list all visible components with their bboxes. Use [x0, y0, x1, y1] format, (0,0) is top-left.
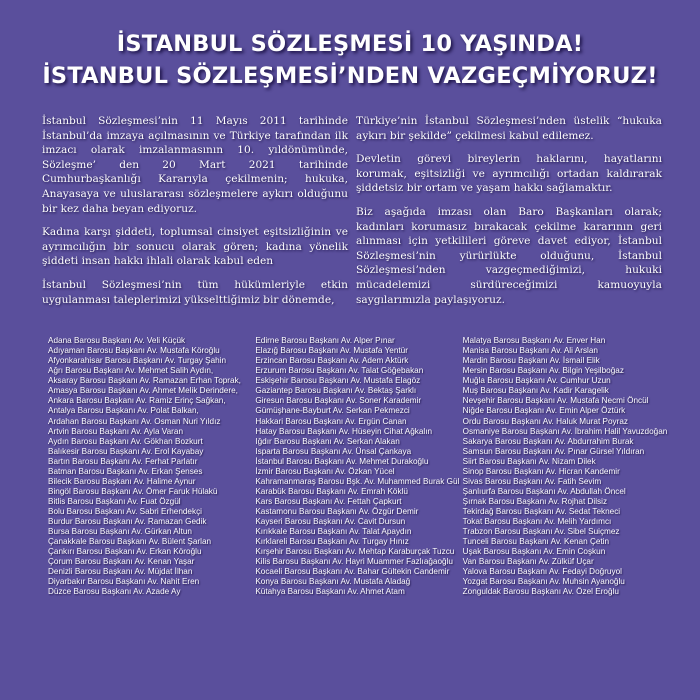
signatory-line: Samsun Barosu Başkanı Av. Pınar Gürsel Yıldıran	[462, 446, 645, 456]
statement-body	[42, 114, 662, 316]
signatory-line: Nevşehir Barosu Başkanı Av. Mustafa Necmi Öncül	[462, 396, 649, 406]
signatory-line: Yozgat Barosu Başkanı Av. Muhsin Ayanoğlu	[462, 577, 625, 587]
statement-right-column	[356, 114, 662, 316]
signatory-line: Çankırı Barosu Başkanı Av. Erkan Köroğlu	[48, 547, 202, 557]
signatory-line: Aydın Barosu Başkanı Av. Gökhan Bozkurt	[48, 436, 203, 446]
signatory-line: Sivas Barosu Başkanı Av. Fatih Sevim	[462, 476, 602, 486]
signatory-line: Niğde Barosu Başkanı Av. Emin Alper Öztürk	[462, 406, 626, 416]
signatory-line: Kayseri Barosu Başkanı Av. Cavit Dursun	[255, 516, 406, 526]
signatory-line: Sakarya Barosu Başkanı Av. Abdurrahim Burak	[462, 436, 634, 446]
signatory-line: Bolu Barosu Başkanı Av. Sabri Erhendekçi	[48, 506, 202, 516]
signatory-line: Çanakkale Barosu Başkanı Av. Bülent Şarlan	[48, 537, 212, 547]
signatory-line: Osmaniye Barosu Başkanı Av. İbrahim Halil Yavuzdoğan	[462, 426, 668, 436]
statement-paragraph: Devletin görevi bireylerin haklarını, hayatlarını korumak, eşitsizliği ve ayrımcılığı ortadan kaldırarak şiddetsiz bir ortam ve yaşam hakkı sağlamaktır.	[356, 153, 662, 195]
signatory-line: Bitlis Barosu Başkanı Av. Fuat Özgül	[48, 496, 181, 506]
signatory-line: Bursa Barosu Başkanı Av. Gürkan Altun	[48, 527, 192, 537]
signatory-line: Tunceli Barosu Başkanı Av. Kenan Çetin	[462, 537, 610, 547]
signatory-line: Elazığ Barosu Başkanı Av. Mustafa Yentür	[255, 346, 408, 356]
signatory-line: Afyonkarahisar Barosu Başkanı Av. Turgay Şahin	[48, 356, 227, 366]
signatory-line: Batman Barosu Başkanı Av. Erkan Şenses	[48, 466, 203, 476]
signatory-line: Burdur Barosu Başkanı Av. Ramazan Gedik	[48, 516, 207, 526]
signatory-line: Ağrı Barosu Başkanı Av. Mehmet Salih Aydın,	[48, 366, 214, 376]
signatory-line: İstanbul Barosu Başkanı Av. Mehmet Durakoğlu	[255, 456, 429, 466]
statement-paragraph: Biz aşağıda imzası olan Baro Başkanları olarak; kadınları korumasız bırakacak çekilme kararının geri alınması için yetkilileri göreve davet ediyor, İstanbul Sözleşmesi’nin yürürlükte olduğunu, İstanbul Sözleşmesi’nden vazgeçmediğimizi, hukuki mücadelemizi sürdüreceğimizi kamuoyuyla saygılarımızla paylaşıyoruz.	[356, 205, 662, 306]
signatory-line: Kırıkkale Barosu Başkanı Av. Talat Apaydın	[255, 527, 412, 537]
signatory-line: Kocaeli Barosu Başkanı Av. Bahar Gültekin Candemir	[255, 567, 450, 577]
signatory-line: Trabzon Barosu Başkanı Av. Sibel Suiçmez	[462, 527, 620, 537]
signatory-line: Ankara Barosu Başkanı Av. Ramiz Erinç Sağkan,	[48, 396, 226, 406]
signatories-column-1	[48, 336, 255, 597]
signatory-line: Tokat Barosu Başkanı Av. Melih Yardımcı	[462, 516, 612, 526]
signatory-line: Zonguldak Barosu Başkanı Av. Özel Eroğlu	[462, 587, 619, 597]
signatory-line: Malatya Barosu Başkanı Av. Enver Han	[462, 336, 606, 346]
signatory-line: Çorum Barosu Başkanı Av. Kenan Yaşar	[48, 557, 195, 567]
signatory-line: Düzce Barosu Başkanı Av. Azade Ay	[48, 587, 181, 597]
signatory-line: Tekirdağ Barosu Başkanı Av. Sedat Tekneci	[462, 506, 621, 516]
signatory-line: Kilis Barosu Başkanı Av. Hayri Muammer Fazlıağaoğlu	[255, 557, 453, 567]
signatory-line: Amasya Barosu Başkanı Av. Ahmet Melik Derindere,	[48, 386, 238, 396]
signatory-line: Şırnak Barosu Başkanı Av. Rojhat Dilsiz	[462, 496, 608, 506]
signatory-line: Manisa Barosu Başkanı Av. Ali Arslan	[462, 346, 598, 356]
signatory-line: Bingöl Barosu Başkanı Av. Ömer Faruk Hülakü	[48, 486, 218, 496]
signatory-line: Erzincan Barosu Başkanı Av. Adem Aktürk	[255, 356, 409, 366]
signatory-line: Mersin Barosu Başkanı Av. Bilgin Yeşilboğaz	[462, 366, 624, 376]
signatory-line: Muş Barosu Başkanı Av. Kadir Karagelik	[462, 386, 609, 396]
signatory-line: Uşak Barosu Başkanı Av. Emin Coşkun	[462, 547, 606, 557]
signatory-line: Denizli Barosu Başkanı Av. Müjdat İlhan	[48, 567, 193, 577]
title-line-1: İSTANBUL SÖZLEŞMESİ 10 YAŞINDA!	[116, 31, 584, 57]
signatory-line: Muğla Barosu Başkanı Av. Cumhur Uzun	[462, 376, 611, 386]
statement-paragraph: Kadına karşı şiddeti, toplumsal cinsiyet eşitsizliğinin ve ayrımcılığın bir sonucu olarak gören; kadına yönelik şiddeti insan hakkı ihlali olarak kabul eden	[42, 226, 348, 268]
signatory-line: Erzurum Barosu Başkanı Av. Talat Göğebakan	[255, 366, 424, 376]
signatory-line: Van Barosu Başkanı Av. Zülküf Uçar	[462, 557, 594, 567]
signatory-line: Ardahan Barosu Başkanı Av. Osman Nuri Yıldız	[48, 416, 221, 426]
signatory-line: Edirne Barosu Başkanı Av. Alper Pınar	[255, 336, 395, 346]
title-line-2: İSTANBUL SÖZLEŞMESİ’NDEN VAZGEÇMİYORUZ!	[42, 63, 658, 89]
signatory-line: Adıyaman Barosu Başkanı Av. Mustafa Köroğlu	[48, 346, 220, 356]
signatory-line: Kütahya Barosu Başkanı Av. Ahmet Atam	[255, 587, 405, 597]
signatory-line: Kırklareli Barosu Başkanı Av. Turgay Hınız	[255, 537, 409, 547]
signatory-line: Mardin Barosu Başkanı Av. İsmail Elik	[462, 356, 600, 366]
signatory-line: Aksaray Barosu Başkanı Av. Ramazan Erhan Toprak,	[48, 376, 241, 386]
signatory-line: Gaziantep Barosu Başkanı Av. Bektaş Şarklı	[255, 386, 417, 396]
signatory-line: Karabük Barosu Başkanı Av. Emrah Köklü	[255, 486, 408, 496]
signatory-line: Bartın Barosu Başkanı Av. Ferhat Parlatır	[48, 456, 198, 466]
signatory-line: Giresun Barosu Başkanı Av. Soner Karademir	[255, 396, 422, 406]
signatory-line: Diyarbakır Barosu Başkanı Av. Nahit Eren	[48, 577, 200, 587]
signatory-line: Yalova Barosu Başkanı Av. Fedayi Doğruyol	[462, 567, 622, 577]
signatory-line: İzmir Barosu Başkanı Av. Özkan Yücel	[255, 466, 395, 476]
statement-left-column	[42, 114, 348, 316]
statement-paragraph: İstanbul Sözleşmesi’nin 11 Mayıs 2011 tarihinde İstanbul’da imzaya açılmasının ve Türkiye tarafından ilk imzacı olarak imzalanmasının 10. yıldönümünde, Sözleşme’ den 20 Mart 2021 tarihinde Cumhurbaşkanlığı Kararıyla çekilmenin; hukuka, Anayasaya ve uluslararası sözleşmelere aykırı olduğunu bir kez daha beyan ediyoruz.	[42, 115, 348, 215]
signatory-line: Kahramanmaraş Barosu Bşk. Av. Muhammed Burak Gül	[255, 476, 460, 486]
signatory-line: Ordu Barosu Başkanı Av. Haluk Murat Poyraz	[462, 416, 628, 426]
signatory-line: Kastamonu Barosu Başkanı Av. Özgür Demir	[255, 506, 419, 516]
signatory-line: Isparta Barosu Başkanı Av. Ünsal Çankaya	[255, 446, 412, 456]
signatory-line: Eskişehir Barosu Başkanı Av. Mustafa Elagöz	[255, 376, 421, 386]
signatory-line: Adana Barosu Başkanı Av. Veli Küçük	[48, 336, 186, 346]
signatory-line: Gümüşhane-Bayburt Av. Serkan Pekmezci	[255, 406, 410, 416]
signatory-line: Antalya Barosu Başkanı Av. Polat Balkan,	[48, 406, 199, 416]
signatory-line: Kırşehir Barosu Başkanı Av. Mehtap Karaburçak Tuzcu	[255, 547, 455, 557]
signatory-line: Hatay Barosu Başkanı Av. Hüseyin Cihat Ağkalın	[255, 426, 433, 436]
signatory-line: Siirt Barosu Başkanı Av. Nizam Dilek	[462, 456, 596, 466]
statement-paragraph: Türkiye’nin İstanbul Sözleşmesi’nden üstelik “hukuka aykırı bir şekilde” çekilmesi kabul edilemez.	[356, 115, 662, 142]
signatory-line: Iğdır Barosu Başkanı Av. Serkan Alakan	[255, 436, 400, 446]
signatories-column-3	[463, 336, 670, 597]
page-title	[30, 28, 670, 92]
signatory-line: Şanlıurfa Barosu Başkanı Av. Abdullah Öncel	[462, 486, 626, 496]
signatories-column-2	[255, 336, 462, 597]
signatory-line: Artvin Barosu Başkanı Av. Ayla Varan	[48, 426, 184, 436]
signatory-line: Sinop Barosu Başkanı Av. Hicran Kandemir	[462, 466, 620, 476]
signatory-line: Konya Barosu Başkanı Av. Mustafa Aladağ	[255, 577, 411, 587]
statement-paragraph: İstanbul Sözleşmesi’nin tüm hükümleriyle etkin uygulanması taleplerimizi yükselttiğimiz bir dönemde,	[42, 278, 348, 306]
signatories-list	[48, 336, 670, 597]
signatory-line: Bilecik Barosu Başkanı Av. Halime Aynur	[48, 476, 196, 486]
signatory-line: Kars Barosu Başkanı Av. Fettah Çapkurt	[255, 496, 402, 506]
signatory-line: Balıkesir Barosu Başkanı Av. Erol Kayabay	[48, 446, 204, 456]
signatory-line: Hakkari Barosu Başkanı Av. Ergün Canan	[255, 416, 407, 426]
